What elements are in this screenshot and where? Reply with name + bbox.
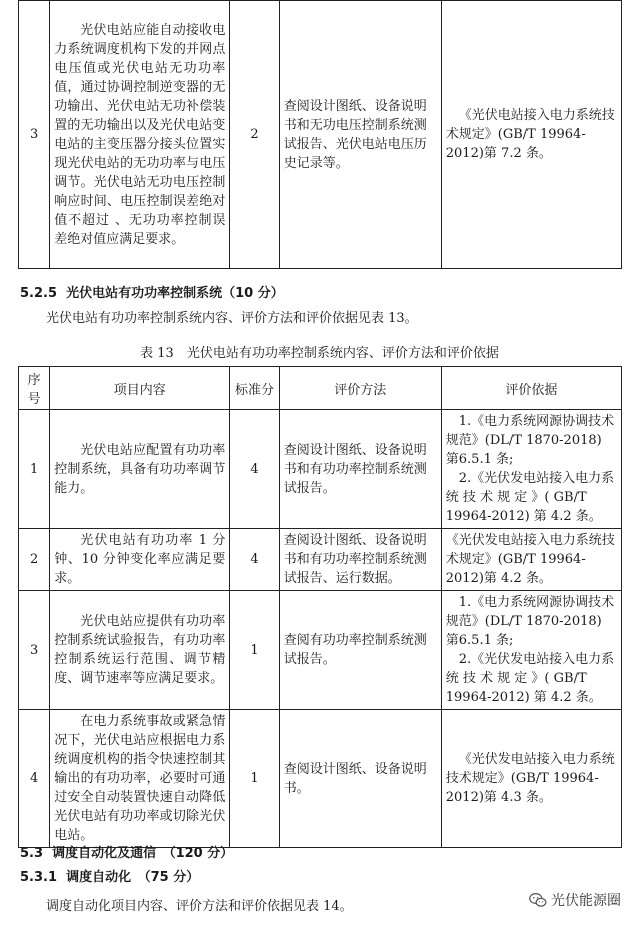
header-content: 项目内容 xyxy=(50,367,230,410)
basis-line: 2.《光伏发电站接入电力系统 技 术 规 定 》( GB/T 19964-2012) 第 4.2 条。 xyxy=(445,652,615,705)
score-cell: 1 xyxy=(230,710,279,848)
table-row xyxy=(19,591,622,710)
method-cell: 查阅设计图纸、设备说明书。 xyxy=(279,710,441,848)
header-basis: 评价依据 xyxy=(441,367,621,410)
score-cell: 2 xyxy=(230,1,279,269)
content-cell: 在电力系统事故或紧急情况下，光伏电站应根据电力系统调度机构的指令快速控制其输出的有功功率，必要时可通过安全自动装置快速自动降低光伏电站有功功率或切除光伏电站。 xyxy=(50,710,230,848)
header-score: 标准分 xyxy=(230,367,279,410)
table-row xyxy=(19,1,622,269)
basis-line: 2.《光伏发电站接入电力系统 技 术 规 定 》( GB/T 19964-2012) 第 4.2 条。 xyxy=(445,471,615,524)
section-heading-5-2-5 xyxy=(20,282,284,301)
section-number: 5.2.5 xyxy=(20,286,58,301)
section-number: 5.3 xyxy=(20,846,44,861)
section-title: 光伏电站有功功率控制系统（10 分） xyxy=(66,286,284,301)
score-cell: 1 xyxy=(230,591,279,710)
basis-line: 《光伏电站接入电力系统技术规定》(GB/T 19964-2012)第 7.2 条。 xyxy=(445,108,615,161)
section-title: 调度自动化及通信 （120 分） xyxy=(52,846,234,861)
basis-line: 1.《电力系统网源协调技术规范》(DL/T 1870-2018) 第6.5.1 条; xyxy=(445,414,615,467)
basis-line: 1.《电力系统网源协调技术规范》(DL/T 1870-2018) 第6.5.1 条; xyxy=(445,595,615,648)
basis-cell xyxy=(441,710,621,848)
basis-cell xyxy=(441,591,621,710)
basis-line: 《光伏发电站接入电力系统技术规定》(GB/T 19964-2012)第 4.2 条。 xyxy=(445,533,615,586)
seq-cell: 1 xyxy=(19,410,50,529)
seq-cell: 2 xyxy=(19,529,50,591)
header-method: 评价方法 xyxy=(279,367,441,410)
basis-cell xyxy=(441,410,621,529)
basis-cell xyxy=(441,1,621,269)
section-title: 调度自动化 （75 分） xyxy=(66,870,200,885)
section-number: 5.3.1 xyxy=(20,870,58,885)
content-cell: 光伏电站应提供有功功率控制系统试验报告，有功功率控制系统运行范围、调节精度、调节速率等应满足要求。 xyxy=(50,591,230,710)
basis-line: 《光伏发电站接入电力系统技术规定》(GB/T 19964-2012)第 4.3 条。 xyxy=(445,752,615,805)
seq-cell: 3 xyxy=(19,591,50,710)
table-row xyxy=(19,529,622,591)
score-cell: 4 xyxy=(230,410,279,529)
watermark-text: 光伏能源圈 xyxy=(551,893,621,909)
seq-cell: 4 xyxy=(19,710,50,848)
continued-table xyxy=(18,0,622,269)
header-seq: 序号 xyxy=(19,367,50,410)
content-cell: 光伏电站应配置有功功率控制系统，具备有功功率调节能力。 xyxy=(50,410,230,529)
score-cell: 4 xyxy=(230,529,279,591)
method-cell: 查阅有功功率控制系统测试报告。 xyxy=(279,591,441,710)
seq-cell: 3 xyxy=(19,1,50,269)
section-intro: 调度自动化项目内容、评价方法和评价依据见表 14。 xyxy=(46,899,353,914)
table-row xyxy=(19,410,622,529)
section-heading-5-3-1 xyxy=(20,866,199,885)
content-cell: 光伏电站有功功率 1 分钟、10 分钟变化率应满足要求。 xyxy=(50,529,230,591)
method-cell: 查阅设计图纸、设备说明书和有功功率控制系统测试报告、运行数据。 xyxy=(279,529,441,591)
table-caption: 表 13 光伏电站有功功率控制系统内容、评价方法和评价依据 xyxy=(140,346,499,361)
method-cell: 查阅设计图纸、设备说明书和无功电压控制系统测试报告、光伏电站电压历史记录等。 xyxy=(279,1,441,269)
table-header-row xyxy=(19,367,622,410)
method-cell: 查阅设计图纸、设备说明书和有功功率控制系统测试报告。 xyxy=(279,410,441,529)
section-intro: 光伏电站有功功率控制系统内容、评价方法和评价依据见表 13。 xyxy=(46,311,418,326)
content-cell: 光伏电站应能自动接收电力系统调度机构下发的并网点电压值或光伏电站无功功率值，通过协调控制逆变器的无功输出、光伏电站无功补偿装置的无功输出以及光伏电站变电站的主变压器分接头位置实现光伏电站的无功功率与电压调节。光伏电站无功电压控制响应时间、电压控制误差绝对值不超过 、无功功率控制误差绝对值应满足要求。 xyxy=(50,1,230,269)
wechat-logo-icon xyxy=(529,891,547,909)
table-13 xyxy=(18,366,622,848)
watermark xyxy=(529,890,621,910)
table-row xyxy=(19,710,622,848)
section-heading-5-3 xyxy=(20,842,233,861)
basis-cell xyxy=(441,529,621,591)
